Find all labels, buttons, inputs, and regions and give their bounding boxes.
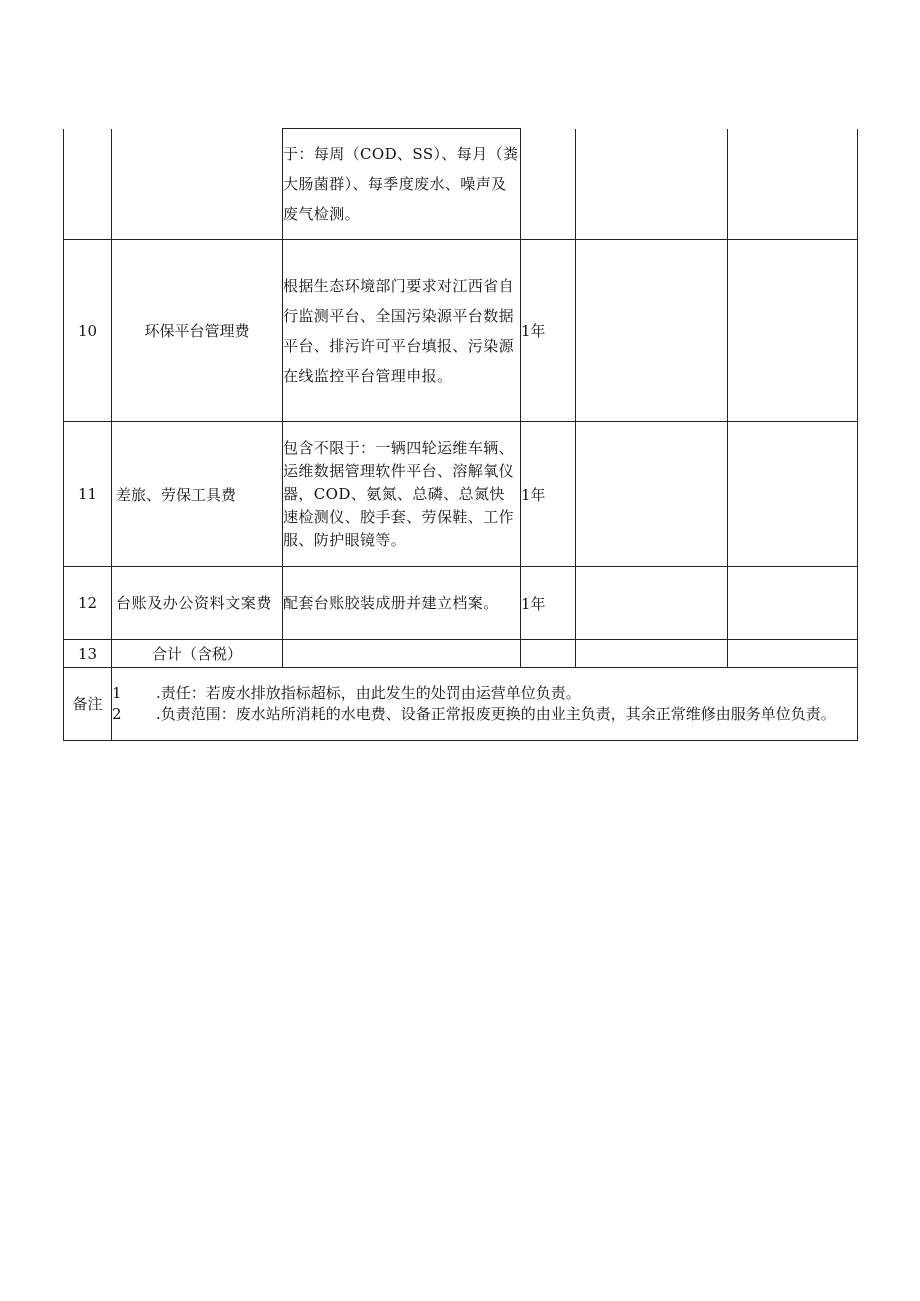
table-row — [64, 422, 858, 567]
remark-number: 1 — [112, 684, 122, 702]
table-row — [64, 567, 858, 640]
empty-cell — [576, 422, 728, 567]
item-name: 合计（含税） — [112, 640, 283, 668]
service-period: 1年 — [521, 567, 576, 640]
service-period: 1年 — [521, 240, 576, 422]
empty-cell — [728, 240, 858, 422]
item-name — [112, 129, 283, 240]
empty-cell — [728, 422, 858, 567]
remarks-row — [64, 668, 858, 741]
service-period: 1年 — [521, 422, 576, 567]
item-description-cell — [283, 422, 521, 567]
empty-cell — [728, 640, 858, 668]
remark-note — [112, 704, 857, 725]
row-number: 11 — [64, 422, 112, 567]
remark-text: .责任：若废水排放指标超标，由此发生的处罚由运营单位负责。 — [156, 684, 581, 702]
service-period — [521, 129, 576, 240]
row-number — [64, 129, 112, 240]
table-row-total — [64, 640, 858, 668]
empty-cell — [576, 567, 728, 640]
item-description: 配套台账胶装成册并建立档案。 — [283, 594, 499, 612]
item-name: 环保平台管理费 — [112, 240, 283, 422]
table-row — [64, 240, 858, 422]
item-description: 根据生态环境部门要求对江西省自行监测平台、全国污染源平台数据平台、排污许可平台填报、污染源在线监控平台管理申报。 — [283, 276, 515, 385]
service-period — [521, 640, 576, 668]
item-description-cell — [283, 240, 521, 422]
item-name-cell — [112, 567, 283, 640]
row-number: 10 — [64, 240, 112, 422]
row-number: 12 — [64, 567, 112, 640]
empty-cell — [576, 129, 728, 240]
remark-number: 2 — [112, 705, 122, 723]
remark-text: .负责范围：废水站所消耗的水电费、设备正常报废更换的由业主负责，其余正常维修由服务单位负责。 — [156, 705, 836, 723]
item-description-cell — [283, 567, 521, 640]
empty-cell — [576, 640, 728, 668]
item-name: 台账及办公资料文案费 — [116, 593, 273, 612]
remarks-label: 备注 — [64, 668, 112, 741]
item-description — [283, 640, 521, 668]
item-description: 包含不限于：一辆四轮运维车辆、运维数据管理软件平台、溶解氧仪器，COD、氨氮、总磷、总氮快速检测仪、胶手套、劳保鞋、工作服、防护眼镜等。 — [283, 438, 515, 549]
empty-cell — [728, 129, 858, 240]
row-number: 13 — [64, 640, 112, 668]
item-description: 于：每周（COD、SS）、每月（粪大肠菌群）、每季度废水、噪声及废气检测。 — [283, 145, 519, 223]
table-row — [64, 129, 858, 240]
remark-note — [112, 683, 857, 704]
item-name: 差旅、劳保工具费 — [112, 422, 283, 567]
remarks-content — [112, 668, 858, 741]
empty-cell — [576, 240, 728, 422]
item-description-cell — [283, 129, 521, 240]
fee-table — [63, 128, 858, 741]
empty-cell — [728, 567, 858, 640]
